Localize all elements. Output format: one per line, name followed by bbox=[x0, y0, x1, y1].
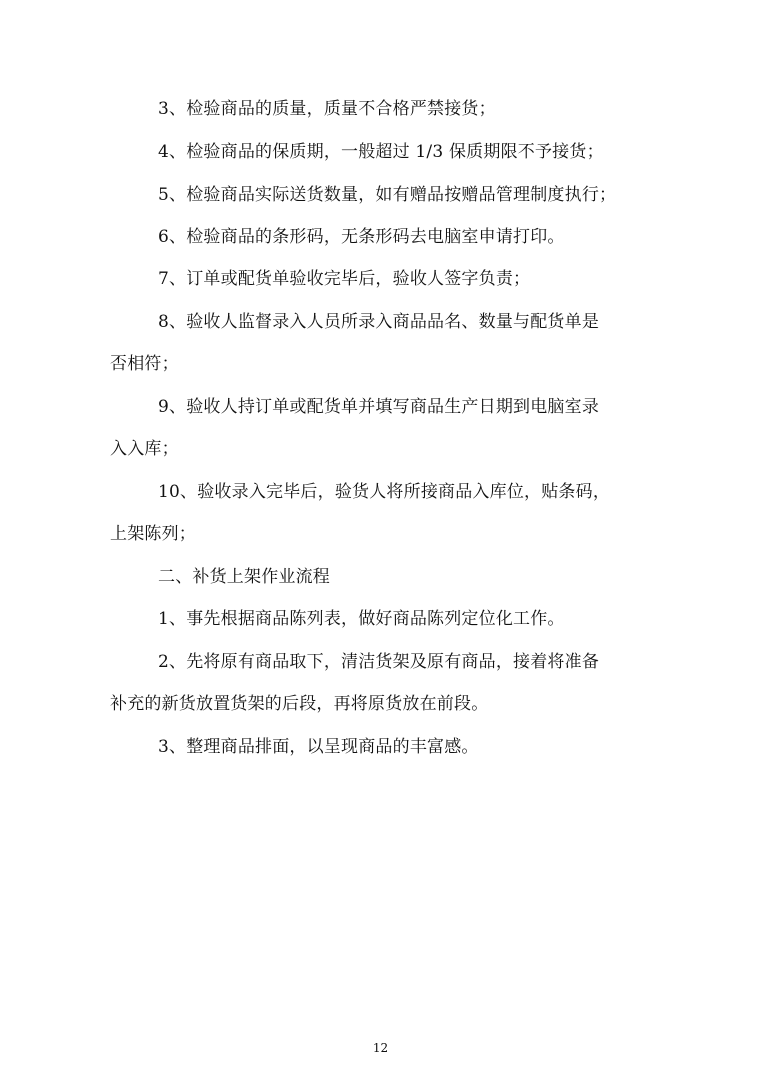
item-9-production-date: 9、验收人持订单或配货单并填写商品生产日期到电脑室录 bbox=[158, 397, 600, 417]
item-3-quality-check: 3、检验商品的质量，质量不合格严禁接货； bbox=[158, 99, 496, 119]
item-7-signature: 7、订单或配货单验收完毕后，验收人签字负责； bbox=[158, 269, 531, 289]
section-heading-restock: 二、补货上架作业流程 bbox=[158, 567, 330, 587]
item-10-shelving-cont: 上架陈列； bbox=[110, 524, 196, 544]
item-10-shelving: 10、验收录入完毕后，验货人将所接商品入库位，贴条码， bbox=[158, 482, 611, 502]
page-number: 12 bbox=[372, 1041, 389, 1055]
item-4-shelf-life-check: 4、检验商品的保质期，一般超过 1/3 保质期限不予接货； bbox=[158, 142, 604, 162]
restock-item-2-cont: 补充的新货放置货架的后段，再将原货放在前段。 bbox=[110, 694, 489, 714]
item-6-barcode-check: 6、检验商品的条形码，无条形码去电脑室申请打印。 bbox=[158, 227, 565, 247]
item-8-supervise-entry-cont: 否相符； bbox=[110, 354, 179, 374]
item-8-supervise-entry: 8、验收人监督录入人员所录入商品品名、数量与配货单是 bbox=[158, 312, 600, 332]
restock-item-3: 3、整理商品排面，以呈现商品的丰富感。 bbox=[158, 737, 479, 757]
restock-item-1: 1、事先根据商品陈列表，做好商品陈列定位化工作。 bbox=[158, 609, 565, 629]
item-5-quantity-check: 5、检验商品实际送货数量，如有赠品按赠品管理制度执行； bbox=[158, 185, 617, 205]
restock-item-2: 2、先将原有商品取下，清洁货架及原有商品，接着将准备 bbox=[158, 652, 600, 672]
item-9-production-date-cont: 入入库； bbox=[110, 439, 179, 459]
